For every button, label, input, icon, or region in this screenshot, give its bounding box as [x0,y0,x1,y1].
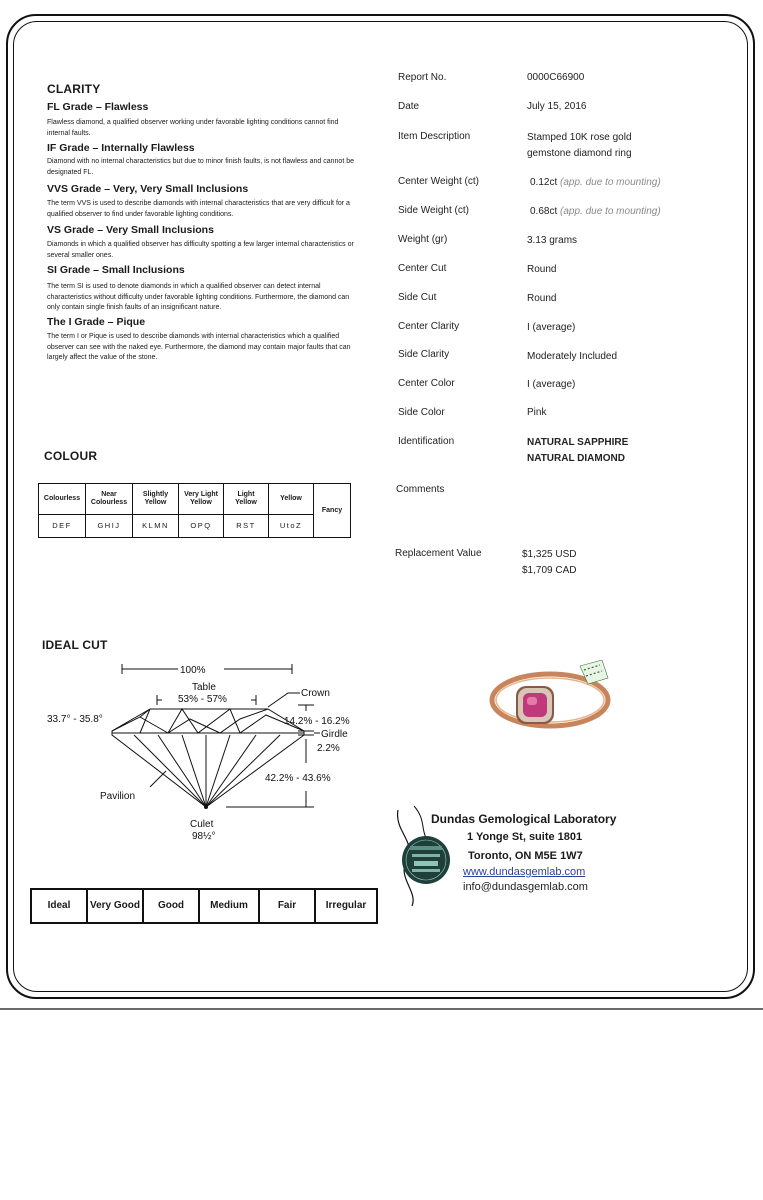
grade-vvs-desc: The term VVS is used to describe diamonds with internal characteristics that are very difficult for a qualified observer to find under favorable lighting conditions. [47,200,350,218]
date-value: July 15, 2016 [527,101,587,112]
identification-line2: NATURAL DIAMOND [527,453,625,464]
colour-header-cell: Very Light Yellow [179,484,224,515]
grade-i-title: The I Grade – Pique [47,316,146,328]
cut-grade-cell: Good [143,889,199,923]
grade-i-desc: The term I or Pique is used to describe diamonds with internal characteristics which a qualified observer can see with the naked eye. Furthermore, the diamond may contain major faults that can largely affect the value of the stone. [47,333,351,361]
item-description-line1: Stamped 10K rose gold [527,132,632,143]
diamond-outline [112,709,304,807]
center-color-label: Center Color [398,378,455,389]
grade-si-desc: The term SI is used to denote diamonds in which a qualified observer can detect internal characteristics without difficulty under favorable lighting conditions. Furthermore, the diamond can only contain single finish faults of an insignificant nature. [47,283,350,311]
cut-grade-scale [30,888,378,924]
culet-label: Culet [190,819,214,830]
cut-grade-cell: Ideal [31,889,87,923]
seal-text [395,912,396,913]
colour-header-cell: Slightly Yellow [133,484,179,515]
side-weight-amount: 0.68ct [530,206,558,217]
side-clarity-label: Side Clarity [398,349,450,360]
side-clarity-value: Moderately Included [527,351,618,362]
lab-name: Dundas Gemological Laboratory [431,812,617,826]
center-weight-value [530,175,661,191]
report-no-label: Report No. [398,72,447,83]
clarity-title: CLARITY [47,82,101,96]
replacement-value [522,547,576,579]
colour-letters-cell: RST [224,515,269,538]
lab-address-line1: 1 Yonge St, suite 1801 [467,831,583,843]
item-description-line2: gemstone diamond ring [527,148,632,159]
colour-header-cell: Near Colourless [86,484,133,515]
item-description-value [527,130,632,162]
replacement-value-label: Replacement Value [395,548,482,559]
crown-height-label: 14.2% - 16.2% [284,716,350,727]
colour-fancy-cell: Fancy [314,484,351,538]
item-description-label: Item Description [398,131,471,142]
replacement-usd: $1,325 USD [522,549,577,560]
weight-label: Weight (gr) [398,234,448,245]
cut-grade-cell: Very Good [87,889,143,923]
cut-grade-cell: Medium [199,889,259,923]
weight-value: 3.13 grams [527,235,578,246]
pavilion-label: Pavilion [100,791,136,802]
center-clarity-label: Center Clarity [398,321,460,332]
colour-letters-cell: DEF [39,515,86,538]
grade-if-title: IF Grade – Internally Flawless [47,142,195,154]
grade-si-title: SI Grade – Small Inclusions [47,264,185,276]
identification-line1: NATURAL SAPPHIRE [527,437,629,448]
side-cut-value: Round [527,293,557,304]
colour-letters-cell: OPQ [179,515,224,538]
pavilion-depth-label: 42.2% - 43.6% [265,773,331,784]
side-cut-label: Side Cut [398,292,437,303]
side-weight-value [530,204,661,220]
pink-sapphire [523,693,547,717]
side-color-label: Side Color [398,407,445,418]
grade-if-desc: Diamond with no internal characteristics but due to minor finish faults, is not flawless and cannot be designated FL. [47,158,354,176]
sapphire-highlight [527,697,537,705]
center-clarity-value: I (average) [527,322,576,333]
center-weight-amount: 0.12ct [530,177,558,188]
colour-letters-cell: GHIJ [86,515,133,538]
date-label: Date [398,101,420,112]
center-cut-value: Round [527,264,557,275]
colour-letters-cell: KLMN [133,515,179,538]
ring-photo [480,652,620,752]
lab-address-line2: Toronto, ON M5E 1W7 [468,850,583,862]
grade-vs-title: VS Grade – Very Small Inclusions [47,224,214,236]
cut-grade-cell: Irregular [315,889,377,923]
lab-website-link[interactable]: www.dundasgemlab.com [463,866,586,878]
grade-fl-title: FL Grade – Flawless [47,101,149,113]
colour-title: COLOUR [44,449,98,463]
side-weight-label: Side Weight (ct) [398,205,469,216]
colour-scale-table [38,483,351,538]
side-color-value: Pink [527,407,547,418]
page-edge-line [0,1008,763,1010]
grade-fl-desc: Flawless diamond, a qualified observer working under favorable lighting conditions cannot find internal faults. [47,119,339,137]
culet-value-label: 98½° [192,831,216,842]
lab-seal-icon [402,836,450,884]
comments-label: Comments [396,484,445,495]
girdle-label: Girdle [321,729,348,740]
cut-grade-cell: Fair [259,889,315,923]
center-cut-label: Center Cut [398,263,447,274]
center-weight-label: Center Weight (ct) [398,176,479,187]
crown-angle-label: 33.7° - 35.8° [47,714,103,725]
center-weight-note: (app. due to mounting) [560,177,661,188]
diamond-cut-diagram [30,655,370,845]
ideal-cut-title: IDEAL CUT [42,638,108,652]
grade-vs-desc: Diamonds in which a qualified observer has difficulty spotting a few larger internal characteristics or several smaller ones. [47,241,354,259]
side-weight-note: (app. due to mounting) [560,206,661,217]
replacement-cad: $1,709 CAD [522,565,577,576]
center-color-value: I (average) [527,379,576,390]
grade-vvs-title: VVS Grade – Very, Very Small Inclusions [47,183,249,195]
crown-label: Crown [301,688,330,699]
lab-email[interactable]: info@dundasgemlab.com [463,881,588,893]
identification-label: Identification [398,436,455,447]
colour-header-cell: Light Yellow [224,484,269,515]
identification-value [527,435,628,467]
girdle-value-label: 2.2% [317,743,340,754]
table-label: Table [192,682,216,693]
colour-header-cell: Colourless [39,484,86,515]
width-label: 100% [180,665,206,676]
colour-letters-cell: UtoZ [269,515,314,538]
report-no-value: 0000C66900 [527,72,585,83]
table-range-label: 53% - 57% [178,694,227,705]
colour-header-cell: Yellow [269,484,314,515]
